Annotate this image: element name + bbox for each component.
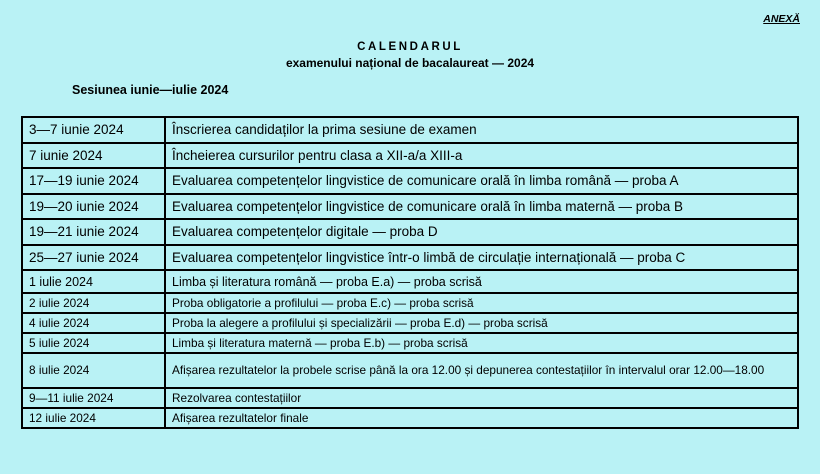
activity-cell: Evaluarea competențelor lingvistice într-o limbă de circulație internațională — proba C [165,245,798,271]
activity-cell: Proba obligatorie a profilului — proba E.c) — proba scrisă [165,293,798,313]
date-cell: 3—7 iunie 2024 [22,117,165,143]
table-row [22,168,798,194]
table-row [22,143,798,169]
date-cell: 12 iulie 2024 [22,408,165,428]
date-cell: 9—11 iulie 2024 [22,388,165,408]
activity-cell: Afișarea rezultatelor finale [165,408,798,428]
date-cell: 19—20 iunie 2024 [22,194,165,220]
date-cell: 7 iunie 2024 [22,143,165,169]
activity-cell: Limba și literatura maternă — proba E.b) — proba scrisă [165,333,798,353]
activity-cell: Proba la alegere a profilului și specializării — proba E.d) — proba scrisă [165,313,798,333]
table-row [22,117,798,143]
date-cell: 1 iulie 2024 [22,270,165,293]
session-heading: Sesiunea iunie—iulie 2024 [72,83,229,97]
table-row [22,270,798,293]
table-row [22,194,798,220]
activity-cell: Afișarea rezultatelor la probele scrise până la ora 12.00 și depunerea contestațiilor în intervalul orar 12.00—18.00 [165,353,798,388]
annex-label: ANEXĂ [763,13,800,25]
table-row [22,408,798,428]
calendar-table [21,116,799,429]
table-row [22,219,798,245]
document-title: CALENDARUL [357,41,463,53]
date-cell: 4 iulie 2024 [22,313,165,333]
date-cell: 8 iulie 2024 [22,353,165,388]
date-cell: 25—27 iunie 2024 [22,245,165,271]
table-row [22,293,798,313]
document-subtitle: examenului național de bacalaureat — 2024 [285,56,535,70]
table-row [22,245,798,271]
activity-cell: Evaluarea competențelor lingvistice de comunicare orală în limba maternă — proba B [165,194,798,220]
activity-cell: Încheierea cursurilor pentru clasa a XII-a/a XIII-a [165,143,798,169]
activity-cell: Limba și literatura română — proba E.a) — proba scrisă [165,270,798,293]
activity-cell: Evaluarea competențelor lingvistice de comunicare orală în limba română — proba A [165,168,798,194]
date-cell: 2 iulie 2024 [22,293,165,313]
date-cell: 17—19 iunie 2024 [22,168,165,194]
activity-cell: Rezolvarea contestațiilor [165,388,798,408]
table-row [22,333,798,353]
table-row [22,353,798,388]
date-cell: 5 iulie 2024 [22,333,165,353]
date-cell: 19—21 iunie 2024 [22,219,165,245]
table-row [22,388,798,408]
activity-cell: Înscrierea candidaților la prima sesiune de examen [165,117,798,143]
activity-cell: Evaluarea competențelor digitale — proba D [165,219,798,245]
table-row [22,313,798,333]
